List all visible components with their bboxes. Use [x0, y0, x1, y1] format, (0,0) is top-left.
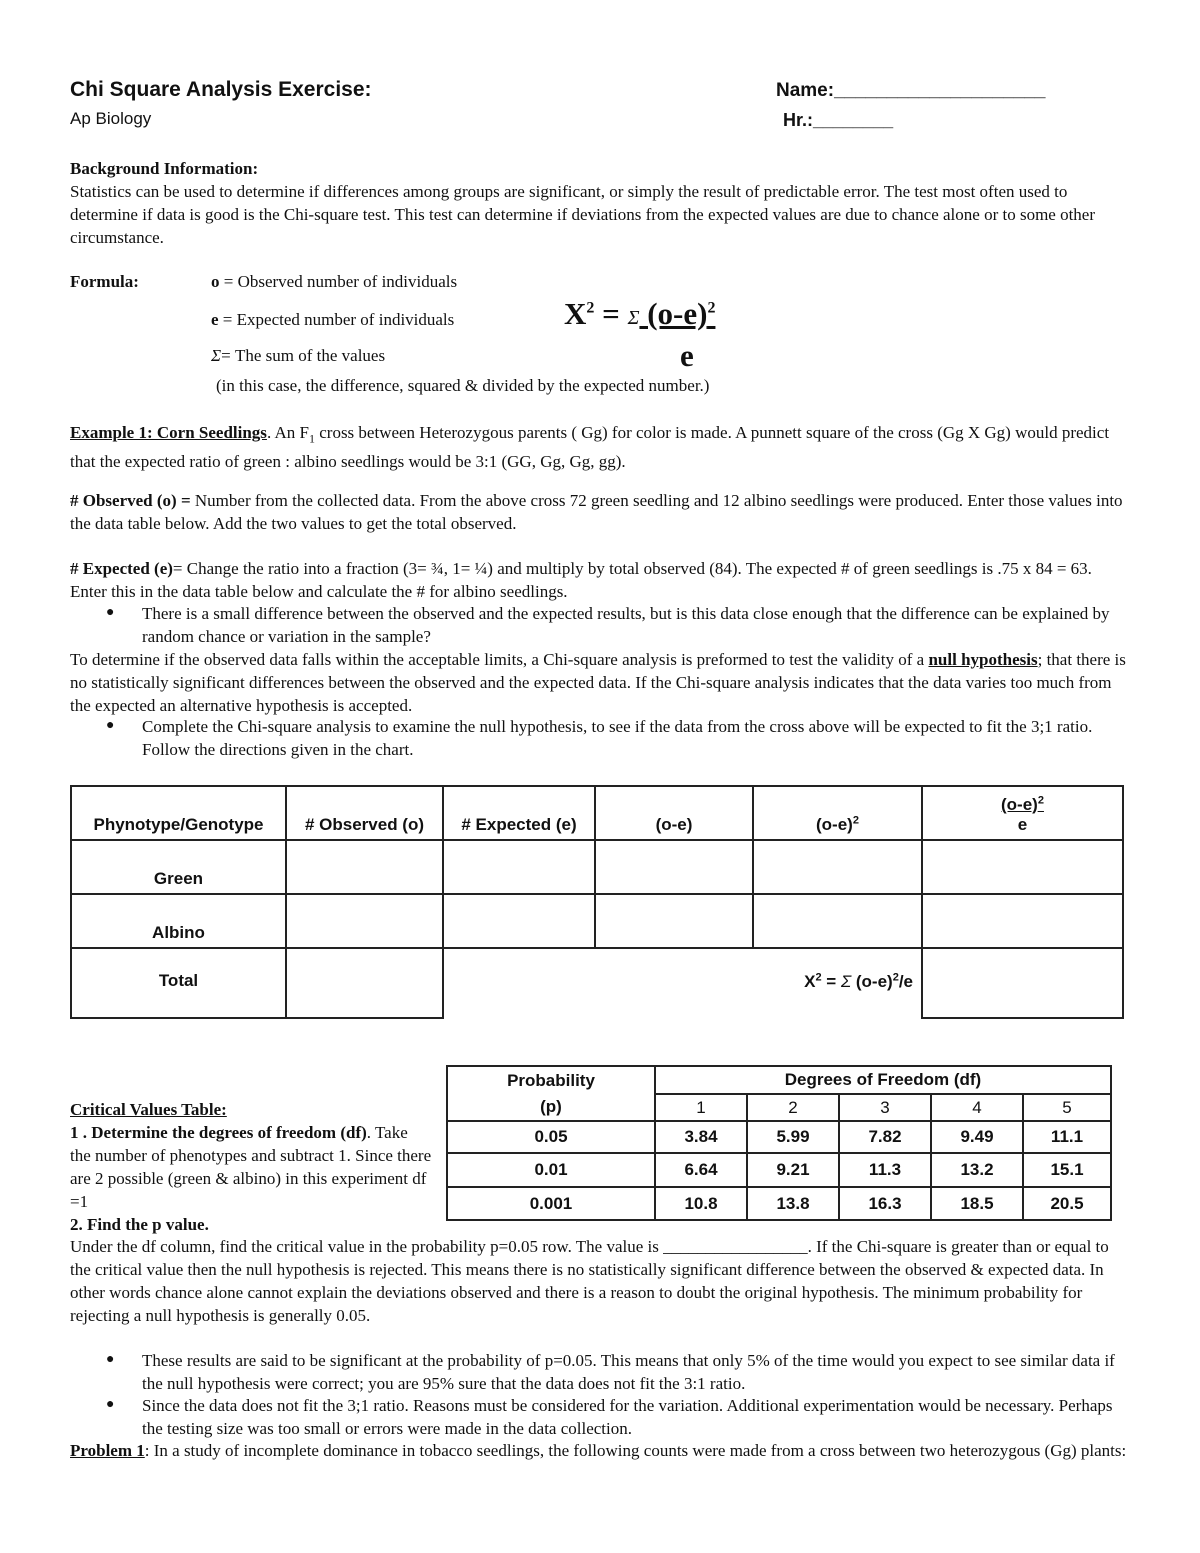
- critical-value: 10.8: [655, 1187, 747, 1220]
- albino-expected-cell[interactable]: [443, 894, 595, 948]
- header-phenotype: Phynotype/Genotype: [71, 786, 286, 840]
- critical-value: 5.99: [747, 1121, 839, 1153]
- critical-value: 13.8: [747, 1187, 839, 1220]
- green-squared-cell[interactable]: [753, 840, 922, 894]
- df-value: 2: [747, 1094, 839, 1121]
- critical-value: 13.2: [931, 1153, 1023, 1187]
- critical-value: 20.5: [1023, 1187, 1111, 1220]
- critical-value: 15.1: [1023, 1153, 1111, 1187]
- p-value: 0.05: [447, 1121, 655, 1153]
- green-chi-cell[interactable]: [922, 840, 1123, 894]
- row-label-green: Green: [71, 840, 286, 894]
- background-section: [70, 157, 1132, 249]
- observed-heading: # Observed (o) =: [70, 491, 191, 510]
- p-value: 0.001: [447, 1187, 655, 1220]
- table-row: [71, 894, 1123, 948]
- expected-section: # Expected (e)= Change the ratio into a fraction (3= ¾, 1= ¼) and multiply by total observed (84). The expected # of green seedlings is .75 x 84 = 63. Enter this in the data table below and calculate the # for albino seedlings.: [70, 559, 1092, 601]
- green-observed-cell[interactable]: [286, 840, 443, 894]
- green-o-minus-e-cell[interactable]: [595, 840, 753, 894]
- background-heading: Background Information:: [70, 159, 259, 178]
- background-text: Statistics can be used to determine if differences among groups are significant, or simply the result of predictable error. The test most often used to determine if data is good is the Chi-square test. This test can determine if deviations from the expected values are due to chance alone or to some other circumstance.: [70, 182, 1096, 247]
- table-row: [447, 1187, 1111, 1220]
- p-value: 0.01: [447, 1153, 655, 1187]
- critical-value: 3.84: [655, 1121, 747, 1153]
- bullet-icon: ●: [106, 1397, 115, 1412]
- chi-square-equation: $X^2 = \Sigma$ $(o-e)^2$: [564, 296, 716, 331]
- critical-value: 9.21: [747, 1153, 839, 1187]
- critical-value: 18.5: [931, 1187, 1023, 1220]
- name-field[interactable]: Name:____________________: [776, 80, 1046, 101]
- table-row: [447, 1121, 1111, 1153]
- probability-header: Probability: [447, 1066, 655, 1094]
- critical-value: 16.3: [839, 1187, 931, 1220]
- bullet-icon: ●: [106, 1352, 115, 1367]
- header-observed: # Observed (o): [286, 786, 443, 840]
- null-hypothesis-paragraph: To determine if the observed data falls within the acceptable limits, a Chi-square analysis is preformed to test the validity of a null hypothesis; that there is no statistically significant differences between the observed and the expected data. If the Chi-square analysis indicates that the data varies too much from the expected an alternative hypothesis is accepted.: [70, 650, 1126, 715]
- step2-heading: 2. Find the p value.: [70, 1215, 209, 1234]
- formula-note: (in this case, the difference, squared & divided by the expected number.): [216, 376, 710, 395]
- albino-chi-cell[interactable]: [922, 894, 1123, 948]
- albino-squared-cell[interactable]: [753, 894, 922, 948]
- df-value: 1: [655, 1094, 747, 1121]
- critical-value: 11.3: [839, 1153, 931, 1187]
- p-header: (p): [447, 1094, 655, 1121]
- table-header-row: [71, 786, 1123, 840]
- results-bullet-2: Since the data does not fit the 3;1 ratio. Reasons must be considered for the variation. Additional experimentation would be necessary. Perhaps the testing size was too small or errors were made in the data collection.: [142, 1396, 1113, 1438]
- table-row: [71, 948, 1123, 1018]
- df-value: 5: [1023, 1094, 1111, 1121]
- green-expected-cell[interactable]: [443, 840, 595, 894]
- bullet-icon: ●: [106, 718, 115, 733]
- critical-values-intro: Critical Values Table: 1 . Determine the degrees of freedom (df). Take the number of phenotypes and subtract 1. Since there are 2 possible (green & albino) in this experiment df =1 2. Find the p value.: [70, 1100, 432, 1234]
- bullet-icon: ●: [106, 605, 115, 620]
- formula-sigma-line: Σ= The sum of the values: [211, 346, 386, 365]
- header-o-minus-e-squared: $(o-e)^2$: [753, 786, 922, 840]
- formula-o-line: o = Observed number of individuals: [211, 272, 458, 291]
- course-name: Ap Biology: [70, 109, 152, 128]
- critical-values-heading: Critical Values Table:: [70, 1100, 227, 1119]
- chi-square-data-table: [70, 785, 1124, 1019]
- header-chi-term: $(o-e)^2$ e: [922, 786, 1123, 840]
- chi-square-denominator: e: [680, 338, 694, 373]
- critical-value: 11.1: [1023, 1121, 1111, 1153]
- step2-text: Under the df column, find the critical value in the probability p=0.05 row. The value is _________________. If the Chi-square is greater than or equal to the critical value then the null hypothesis is rejected. This means there is no statistically significant difference between the observed & expected data. In other words chance alone cannot explain the deviations observed and there is a reason to doubt the original hypothesis. The minimum probability for rejecting a null hypothesis is generally 0.05.: [70, 1237, 1109, 1325]
- row-label-albino: Albino: [71, 894, 286, 948]
- problem1-section: Problem 1: In a study of incomplete dominance in tobacco seedlings, the following counts were made from a cross between two heterozygous (Gg) plants:: [70, 1441, 1127, 1460]
- critical-value: 7.82: [839, 1121, 931, 1153]
- critical-value: 6.64: [655, 1153, 747, 1187]
- table-row: [447, 1153, 1111, 1187]
- albino-observed-cell[interactable]: [286, 894, 443, 948]
- albino-o-minus-e-cell[interactable]: [595, 894, 753, 948]
- page-title: Chi Square Analysis Exercise:: [70, 78, 372, 101]
- example1-section: Example 1: Corn Seedlings. An $F_1$ cross between Heterozygous parents ( Gg) for color is made. A punnett square of the cross (Gg X Gg) would predict that the expected ratio of green : albino seedlings would be 3:1 (GG, Gg, Gg, gg).: [70, 423, 1110, 472]
- expected-bullet-2: Complete the Chi-square analysis to examine the null hypothesis, to see if the data from the cross above will be expected to fit the 3;1 ratio. Follow the directions given in the chart.: [142, 717, 1093, 759]
- df-value: 4: [931, 1094, 1023, 1121]
- problem1-heading: Problem 1: [70, 1441, 145, 1460]
- df-header: Degrees of Freedom (df): [655, 1066, 1111, 1094]
- expected-heading: # Expected (e): [70, 559, 173, 578]
- header-expected: # Expected (e): [443, 786, 595, 840]
- critical-value: 9.49: [931, 1121, 1023, 1153]
- hour-field[interactable]: Hr.:________: [783, 110, 894, 130]
- total-formula-label: $X^2 = \Sigma$ $(o-e)^2/e$: [443, 948, 922, 1018]
- chi-square-total-cell[interactable]: [922, 948, 1123, 1018]
- table-row: [71, 840, 1123, 894]
- results-bullet-1: These results are said to be significant at the probability of p=0.05. This means that only 5% of the time would you expect to see similar data if the null hypothesis were correct; you are 95% sure that the data does not fit the 3:1 ratio.: [142, 1351, 1115, 1393]
- formula-label: Formula:: [70, 272, 139, 291]
- header-o-minus-e: (o-e): [595, 786, 753, 840]
- observed-section: # Observed (o) = Number from the collected data. From the above cross 72 green seedling and 12 albino seedlings were produced. Enter those values into the data table below. Add the two values to get the total observed.: [70, 491, 1123, 533]
- step1-heading: 1 . Determine the degrees of freedom (df): [70, 1123, 367, 1142]
- row-label-total: Total: [71, 948, 286, 1018]
- example1-heading: Example 1: Corn Seedlings: [70, 423, 267, 442]
- expected-bullet-1: There is a small difference between the observed and the expected results, but is this data close enough that the difference can be explained by random chance or variation in the sample?: [142, 604, 1110, 646]
- null-hypothesis-term: null hypothesis: [928, 650, 1038, 669]
- formula-e-line: e = Expected number of individuals: [211, 310, 455, 329]
- total-observed-cell[interactable]: [286, 948, 443, 1018]
- critical-values-table: [446, 1065, 1112, 1221]
- df-value: 3: [839, 1094, 931, 1121]
